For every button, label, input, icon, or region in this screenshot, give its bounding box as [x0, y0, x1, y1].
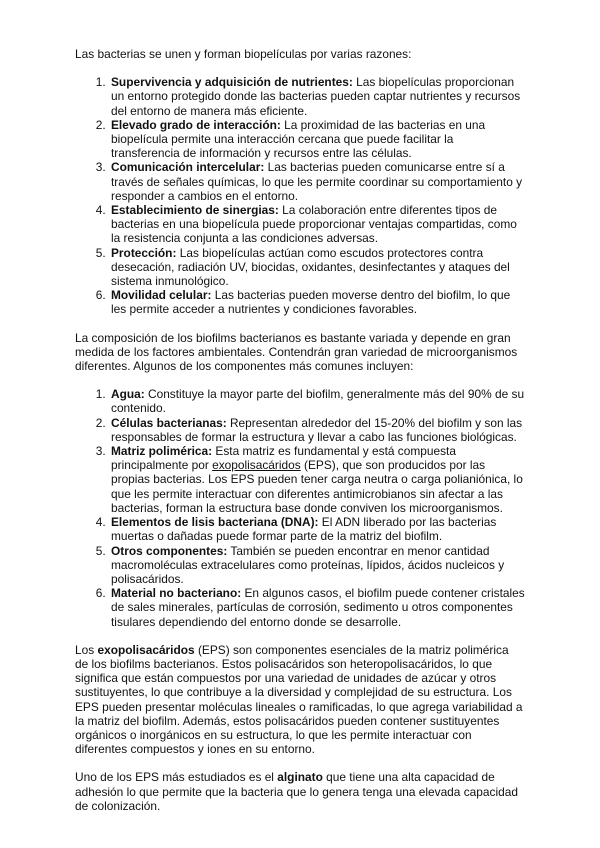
- item-text: Las biopelículas proporcionan un entorno protegido donde las bacterias pueden captar nutrientes y recursos del entorno de manera más eficiente.: [111, 75, 521, 118]
- item-title: Elementos de lisis bacteriana (DNA):: [111, 515, 319, 530]
- item-title: Elevado grado de interacción:: [111, 117, 281, 132]
- item-title: Agua:: [111, 387, 145, 402]
- item-text: Las bacterias pueden comunicarse entre sí a través de señales químicas, lo que les permite coordinar su comportamiento y responder a cambios en el entorno.: [111, 160, 523, 203]
- alginato-paragraph: Uno de los EPS más estudiados es el alginato que tiene una alta capacidad de adhesión lo que permite que la bacteria que lo genera tenga una elevada capacidad de colonización.: [75, 770, 518, 813]
- document-page: [75, 47, 525, 827]
- item-title: Material no bacteriano:: [111, 586, 242, 601]
- list-item: [109, 515, 525, 543]
- list-item: [109, 118, 525, 161]
- item-title: Comunicación intercelular:: [111, 160, 265, 175]
- composition-paragraph: La composición de los biofilms bacterianos es bastante variada y depende en gran medida de los factores ambientales. Contendrán gran variedad de microorganismos diferentes. Algunos de los componentes más comunes incluyen:: [75, 330, 518, 374]
- item-text: Constituye la mayor parte del biofilm, generalmente más del 90% de su contenido.: [111, 387, 525, 416]
- eps-paragraph: Los exopolisacáridos (EPS) son componentes esenciales de la matriz polimérica de los biofilms bacterianos. Estos polisacáridos son heteropolisacáridos, lo que significa que están compuestos por una variedad de unidades de azúcar y otros sustituyentes, lo que contribuye a la diversidad y complejidad de su estructura. Los EPS pueden presentar moléculas lineales o ramificadas, lo que agrega variabilidad a la matriz del biofilm. Además, estos polisacáridos pueden contener sustituyentes orgánicos o inorgánicos en su estructura, lo que les permite interactuar con diferentes compuestos y iones en su entorno.: [75, 642, 523, 757]
- list-item: [109, 75, 525, 118]
- components-list: [75, 387, 525, 628]
- item-title: Células bacterianas:: [111, 415, 227, 430]
- item-text: (EPS), que son producidos por las propias bacterias. Los EPS pueden tener carga neutra o carga polianiónica, lo que les permite interactuar con diferentes antimicrobianos sin afectar a las bacterias, forman la estructura base donde conviven los microorganismos.: [111, 458, 523, 515]
- exopolisacaridos-link[interactable]: exopolisacáridos: [212, 458, 301, 473]
- item-text: También se pueden encontrar en menor cantidad macromoléculas extracelulares como proteínas, lípidos, ácidos nucleicos y polisacáridos.: [111, 543, 505, 586]
- list-item: [109, 203, 525, 246]
- intro-paragraph: Las bacterias se unen y forman biopelículas por varias razones:: [75, 47, 412, 61]
- item-title: Protección:: [111, 245, 177, 260]
- list-item: [109, 246, 525, 289]
- item-text: Las bacterias pueden moverse dentro del biofilm, lo que les permite acceder a nutrientes y condiciones favorables.: [111, 288, 511, 317]
- item-title: Matriz polimérica:: [111, 444, 213, 459]
- item-text: Esta matriz es fundamental y está compuesta principalmente por: [111, 444, 456, 473]
- item-text: Las biopelículas actúan como escudos protectores contra desecación, radiación UV, biocidas, oxidantes, desinfectantes y ataques del sistema inmunológico.: [111, 245, 510, 289]
- item-text: La colaboración entre diferentes tipos de bacterias en una biopelícula puede proporcionar ventajas compartidas, como la resistencia conjunta a las condiciones adversas.: [111, 203, 517, 246]
- eps-term: exopolisacáridos: [97, 642, 195, 657]
- item-text: En algunos casos, el biofilm puede contener cristales de sales minerales, partículas de corrosión, sedimento u otros componentes tisulares dependiendo del entorno donde se desarrolle.: [111, 586, 525, 629]
- item-text: La proximidad de las bacterias en una biopelícula permite una interacción cercana que puede facilitar la transferencia de información y recursos entre las células.: [111, 117, 486, 161]
- item-text: Representan alrededor del 15-20% del biofilm y son las responsables de formar la estructura y llevar a cabo las funciones biológicas.: [111, 415, 523, 444]
- list-item: [109, 288, 525, 316]
- item-title: Establecimiento de sinergias:: [111, 203, 279, 218]
- list-item: [109, 544, 525, 587]
- list-item: [109, 160, 525, 203]
- reasons-list: [75, 75, 525, 316]
- list-item: [109, 586, 525, 629]
- item-title: Otros componentes:: [111, 543, 228, 558]
- item-title: Supervivencia y adquisición de nutrientes:: [111, 75, 353, 90]
- alginato-term: alginato: [277, 770, 323, 785]
- list-item: [109, 444, 525, 515]
- item-text: El ADN liberado por las bacterias muertas o dañadas puede formar parte de la matriz del biofilm.: [111, 515, 497, 544]
- item-title: Movilidad celular:: [111, 288, 212, 303]
- list-item: [109, 387, 525, 415]
- list-item: [109, 416, 525, 444]
